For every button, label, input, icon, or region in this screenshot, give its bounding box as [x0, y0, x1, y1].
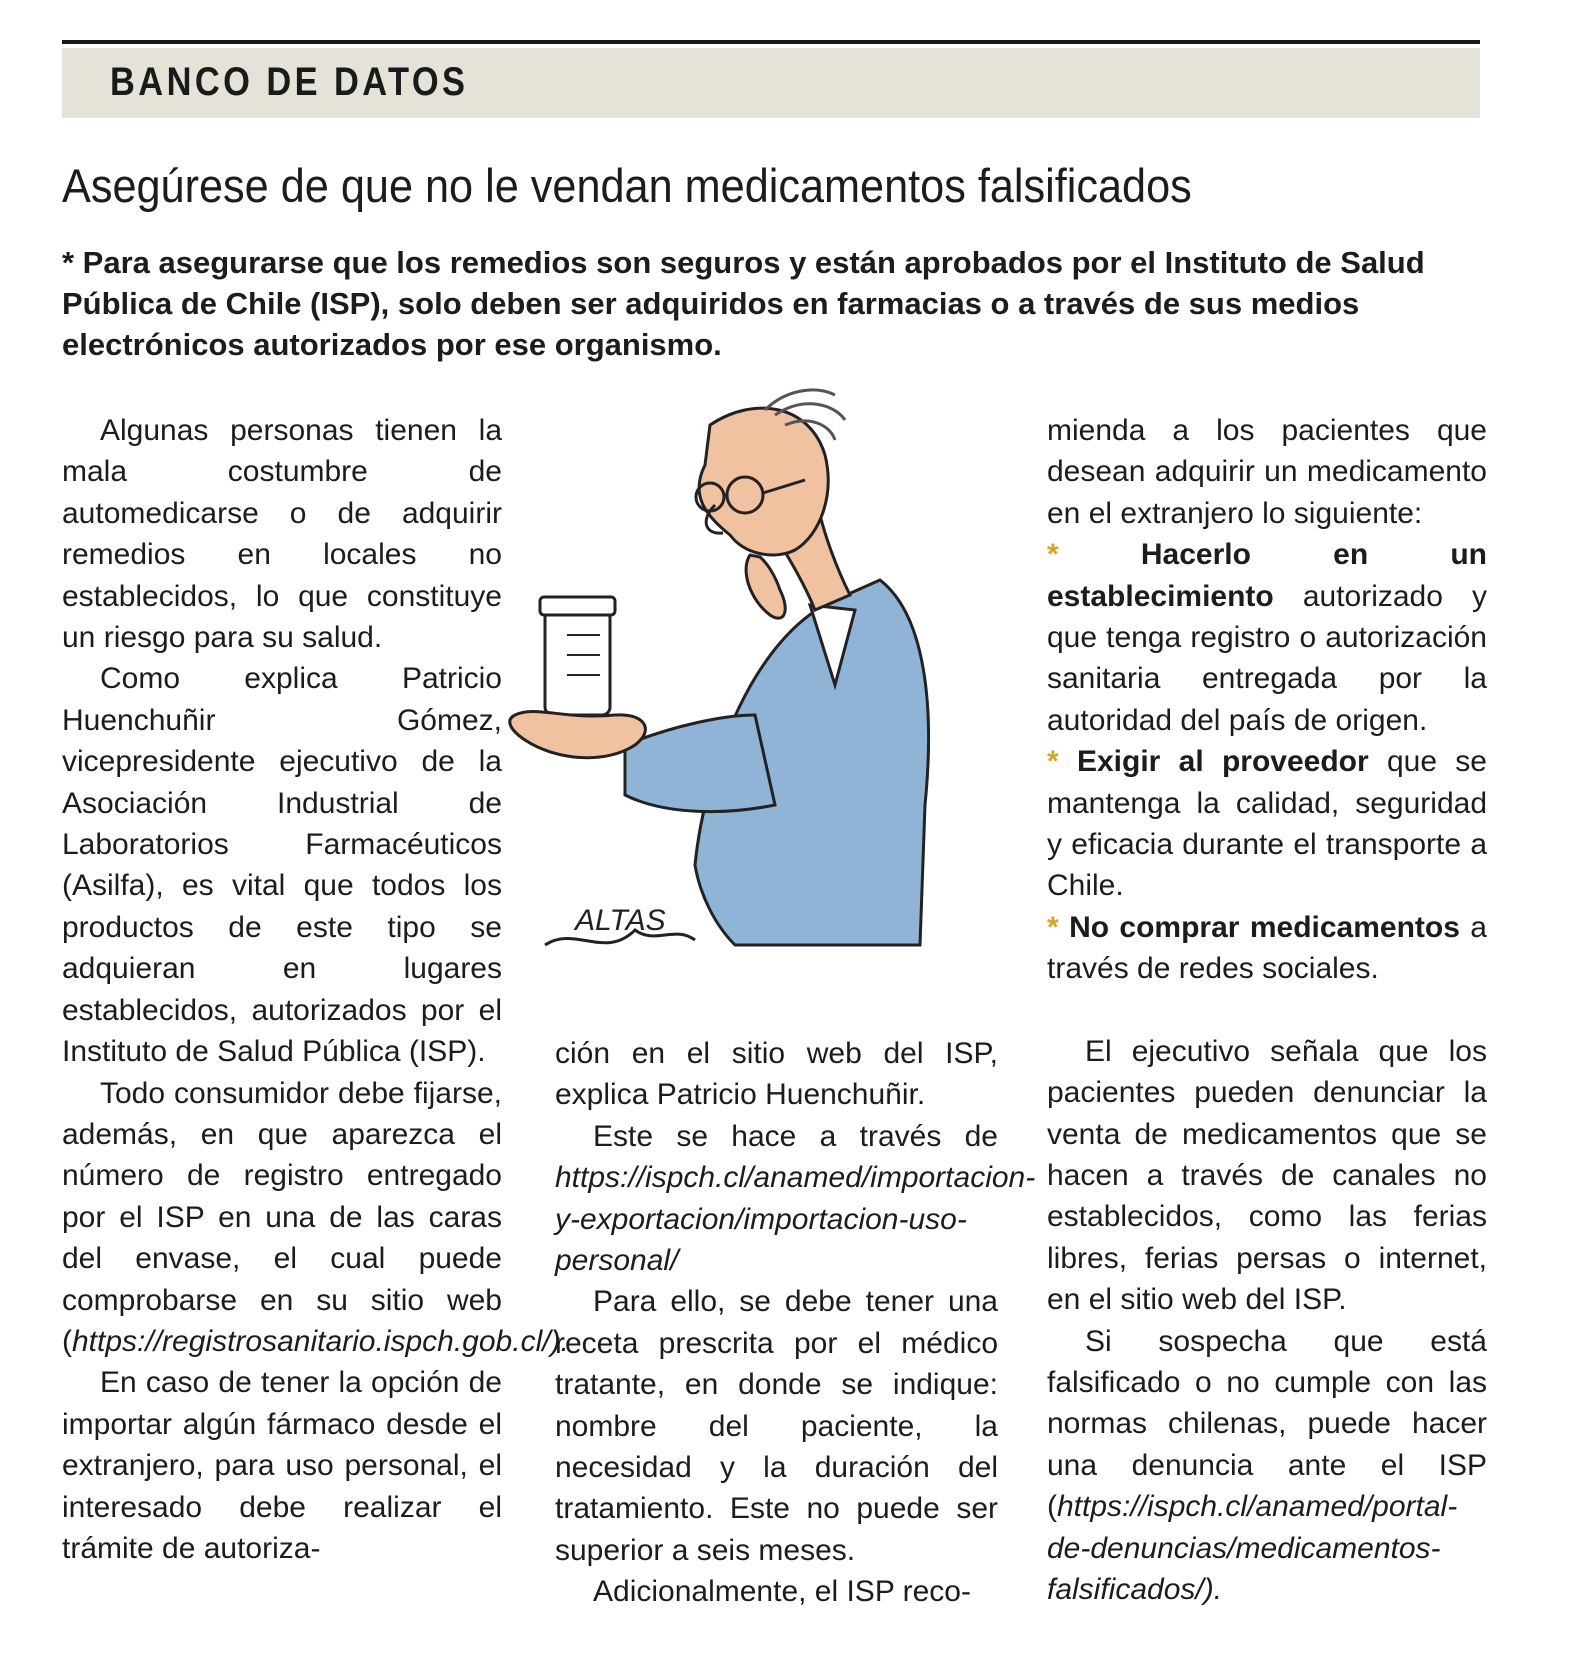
bullet-star-icon: *	[1047, 538, 1059, 572]
bullet-1-text: autorizado y que tenga registro o autorización sanitaria entregada por la autoridad del país de origen.	[1047, 579, 1487, 737]
headline: Asegúrese de que no le vendan medicamentos falsificados	[62, 159, 1192, 212]
bullet-3-bold: No comprar medicamentos	[1069, 910, 1460, 944]
bullet-star-icon: *	[1047, 910, 1059, 944]
col1-paragraph-4: En caso de tener la opción de importar algún fármaco desde el extranjero, para uso personal, el interesado debe realizar el trámite de autoriza-	[62, 1366, 502, 1565]
col3-paragraph-2: El ejecutivo señala que los pacientes pueden denunciar la venta de medicamentos que se hacen a través de canales no establecidos, como las ferias libres, ferias persas o internet, en el sitio web del ISP.	[1047, 1034, 1487, 1317]
col3-bullet-2	[1047, 741, 1487, 907]
col2-paragraph-4: Adicionalmente, el ISP reco-	[593, 1575, 971, 1609]
col3-bullet-3	[1047, 907, 1487, 990]
col1-p3-text: Todo consumidor debe fijarse, además, en que aparezca el número de registro entregado por el ISP en una de las caras del envase, el cual puede comprobarse en su sitio web (	[62, 1076, 502, 1358]
bullet-2-bold: Exigir al proveedor	[1076, 745, 1369, 779]
cartoon-illustration	[505, 385, 1005, 1015]
bullet-star-icon: *	[1047, 745, 1059, 779]
old-man-holding-medicine-icon	[505, 385, 1005, 1015]
portal-denuncias-link[interactable]: https://ispch.cl/anamed/portal-de-denuncias/medicamentos-falsificados/).	[1047, 1490, 1458, 1606]
bullet-2-text: que se mantenga la calidad, seguridad y eficacia durante el transporte a Chile.	[1047, 745, 1487, 903]
cartoon-signature: ALTAS	[575, 904, 666, 937]
col2-paragraph-2	[555, 1116, 1036, 1282]
column-3	[1047, 410, 1487, 1610]
top-rule	[62, 40, 1480, 44]
importacion-uso-personal-link[interactable]: https://ispch.cl/anamed/importacion-y-exportacion/importacion-uso-personal/	[555, 1161, 1036, 1278]
column-1	[62, 410, 569, 1569]
lead-paragraph: * Para asegurarse que los remedios son seguros y están aprobados por el Instituto de Salud Pública de Chile (ISP), solo deben ser adquiridos en farmacias o a través de sus medios electrónicos autorizados por ese organismo.	[62, 245, 1425, 362]
col3-bullet-1	[1047, 534, 1487, 741]
column-2	[555, 1033, 1036, 1613]
col1-paragraph-1: Algunas personas tienen la mala costumbre de automedicarse o de adquirir remedios en locales no establecidos, lo que constituye un riesgo para su salud.	[62, 414, 502, 655]
col3-p3-text: Si sospecha que está falsificado o no cumple con las normas chilenas, puede hacer una denuncia ante el ISP (	[1047, 1324, 1487, 1524]
col2-paragraph-1: ción en el sitio web del ISP, explica Patricio Huenchuñir.	[555, 1037, 998, 1112]
registro-sanitario-link[interactable]: https://registrosanitario.ispch.gob.cl/).	[72, 1324, 569, 1358]
bullet-1-bold: Hacerlo en un establecimiento	[1047, 538, 1487, 613]
bullet-3-text: a través de redes sociales.	[1047, 910, 1487, 986]
col2-p2-text: Este se hace a través de	[593, 1119, 998, 1153]
col1-paragraph-2: Como explica Patricio Huenchuñir Gómez, vicepresidente ejecutivo de la Asociación Industrial de Laboratorios Farmacéuticos (Asilfa), es vital que todos los productos de este tipo se adquieran en lugares establecidos, autorizados por el Instituto de Salud Pública (ISP).	[62, 662, 502, 1069]
col1-paragraph-3	[62, 1073, 569, 1363]
section-label: BANCO DE DATOS	[110, 60, 469, 104]
col2-paragraph-3: Para ello, se debe tener una receta prescrita por el médico tratante, en donde se indique: nombre del paciente, la necesidad y la duración del tratamiento. Este no puede ser superior a seis meses.	[555, 1285, 998, 1567]
col3-paragraph-3	[1047, 1321, 1487, 1611]
col3-paragraph-1: mienda a los pacientes que desean adquirir un medicamento en el extranjero lo siguiente:	[1047, 414, 1487, 530]
